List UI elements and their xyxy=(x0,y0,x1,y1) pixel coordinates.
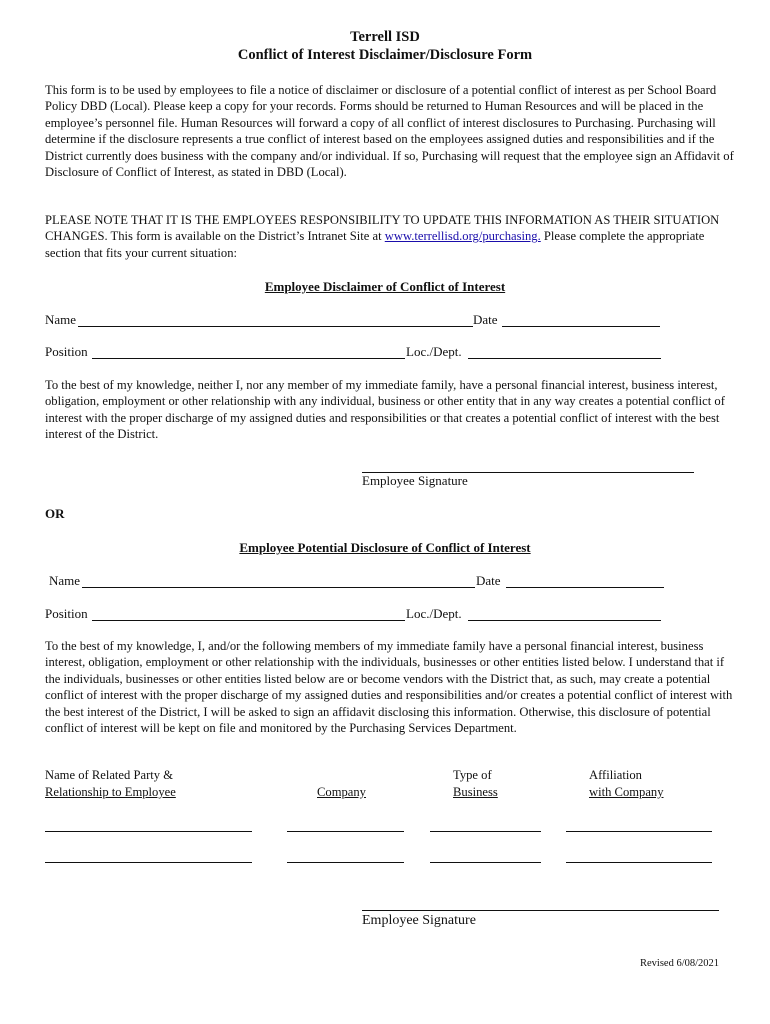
disclosure-position-label: Position xyxy=(45,606,88,621)
disclosure-name-label: Name xyxy=(49,573,81,588)
disclaimer-heading: Employee Disclaimer of Conflict of Interest xyxy=(264,279,506,294)
row1-related-party-field[interactable] xyxy=(45,831,252,832)
disclaimer-statement: To the best of my knowledge, neither I, nor any member of my immediate family, have a personal financial interest, business interest, obligation, employment or other relationship with any individual, business or other entity that in any way creates a potential conflict of interest with the proper discharge of my assigned duties and responsibilities or that creates a potential conflict of interest with the best interest of the District. xyxy=(45,378,725,442)
disclaimer-date-label: Date xyxy=(473,312,498,327)
disclosure-name-field[interactable] xyxy=(82,587,475,588)
row1-business-type-field[interactable] xyxy=(430,831,541,832)
disclaimer-signature-label: Employee Signature xyxy=(362,473,468,488)
revised-date: Revised 6/08/2021 xyxy=(640,958,720,969)
disclosure-date-field[interactable] xyxy=(506,587,664,588)
form-title: Conflict of Interest Disclaimer/Disclosure Form xyxy=(237,47,533,63)
disclosure-position-field[interactable] xyxy=(92,620,405,621)
disclaimer-name-label: Name xyxy=(45,312,77,327)
note-text-after: Please complete the appropriate section that fits your current situation: xyxy=(45,229,705,260)
disclaimer-date-field[interactable] xyxy=(502,326,660,327)
disclaimer-loc-field[interactable] xyxy=(468,358,661,359)
column-business-type-line1: Type of xyxy=(453,768,492,782)
column-related-party-line2: Relationship to Employee xyxy=(45,785,176,799)
disclaimer-position-field[interactable] xyxy=(92,358,405,359)
disclosure-heading: Employee Potential Disclosure of Conflict of Interest xyxy=(239,540,531,555)
org-title: Terrell ISD xyxy=(350,29,420,45)
column-company-label: Company xyxy=(317,785,366,799)
column-related-party-line1: Name of Related Party & xyxy=(45,768,173,782)
row1-affiliation-field[interactable] xyxy=(566,831,712,832)
disclaimer-name-field[interactable] xyxy=(78,326,473,327)
purchasing-link[interactable]: www.terrellisd.org/purchasing. xyxy=(384,229,541,244)
row2-business-type-field[interactable] xyxy=(430,862,541,863)
column-business-type xyxy=(453,767,498,801)
row1-company-field[interactable] xyxy=(287,831,404,832)
note-text-before: PLEASE NOTE THAT IT IS THE EMPLOYEES RESPONSIBILITY TO UPDATE THIS INFORMATION AS THEIR SITUATION CHANGES. This form is available on the District’s Intranet Site at xyxy=(45,213,720,244)
row2-affiliation-field[interactable] xyxy=(566,862,712,863)
column-related-party xyxy=(45,767,176,801)
column-affiliation xyxy=(589,767,664,801)
column-business-type-line2: Business xyxy=(453,785,498,799)
note-paragraph xyxy=(45,212,735,261)
disclaimer-position-label: Position xyxy=(45,344,88,359)
disclosure-statement: To the best of my knowledge, I, and/or the following members of my immediate family have a personal financial interest, business interest, obligation, employment or other relationship with the individuals, businesses or other entities listed below. I understand that if the individuals, businesses or other entities listed below are or become vendors with the District that, as such, may create a potential conflict of interest with the proper discharge of my assigned duties and responsibilities and/or creates a potential conflict of interest with the best interest of the District, I will be asked to sign an affidavit disclosing this information. Otherwise, this disclosure of potential conflict of interest will be kept on file and monitored by the Purchasing Services Department. xyxy=(45,639,733,736)
column-affiliation-line1: Affiliation xyxy=(589,768,642,782)
disclosure-signature-line[interactable] xyxy=(362,910,719,911)
disclaimer-loc-label: Loc./Dept. xyxy=(406,344,462,359)
or-label: OR xyxy=(45,506,65,521)
disclosure-date-label: Date xyxy=(476,573,501,588)
intro-paragraph: This form is to be used by employees to file a notice of disclaimer or disclosure of a potential conflict of interest as per School Board Policy DBD (Local). Please keep a copy for your records. Forms should be returned to Human Resources and will be placed in the employee’s personnel file. Human Resources will forward a copy of all conflict of interest disclosures to Purchasing. Purchasing will determine if the disclosure represents a true conflict of interest based on the employees assigned duties and responsibilities and if the District currently does business with the company and/or individual. If so, Purchasing will request that the employee sign an Affidavit of Disclosure of Conflict of Interest, as stated in DBD (Local). xyxy=(45,83,734,180)
disclosure-signature-label: Employee Signature xyxy=(362,913,476,928)
column-company xyxy=(317,784,366,801)
column-affiliation-line2: with Company xyxy=(589,785,664,799)
row2-company-field[interactable] xyxy=(287,862,404,863)
row2-related-party-field[interactable] xyxy=(45,862,252,863)
disclosure-loc-label: Loc./Dept. xyxy=(406,606,462,621)
disclosure-loc-field[interactable] xyxy=(468,620,661,621)
